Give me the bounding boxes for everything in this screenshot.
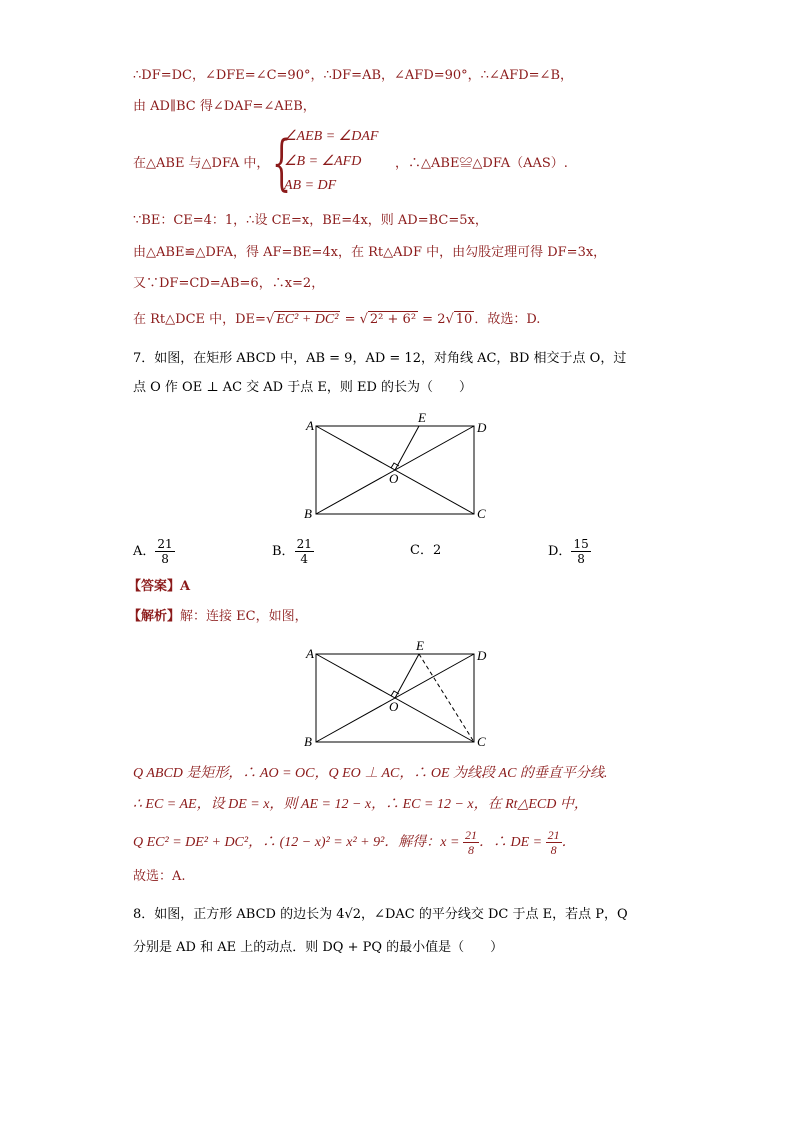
solution-s1: Q ABCD 是矩形，∴ AO = OC，Q EO ⊥ AC，∴ OE 为线段 AC 的垂直平分线. bbox=[133, 766, 608, 781]
q8-line-2: 分别是 AD 和 AE 上的动点．则 DQ + PQ 的最小值是（ ） bbox=[133, 940, 504, 955]
system-row-3: AB = DF bbox=[284, 178, 337, 193]
label-a: A bbox=[306, 418, 314, 433]
line7-b: = 2 bbox=[418, 312, 446, 327]
sqrt-expr-1: EC² + DC² bbox=[276, 312, 339, 327]
option-d[interactable] bbox=[548, 537, 591, 567]
sqrt-expr-2: 2² + 6² bbox=[369, 312, 417, 327]
solution-line-6: 又∵DF=CD=AB=6，∴x=2， bbox=[133, 276, 325, 291]
option-d-label: D． bbox=[548, 544, 572, 559]
label-o: O bbox=[389, 471, 399, 486]
solution-line-3-prefix: 在△ABE 与△DFA 中， bbox=[133, 156, 270, 171]
option-b-num: 21 bbox=[296, 537, 312, 551]
option-a-label: A． bbox=[133, 544, 156, 559]
analysis-line bbox=[128, 607, 308, 627]
s3-c: ． bbox=[561, 835, 576, 850]
s3-frac-den: 8 bbox=[467, 843, 474, 858]
q7-line-2: 点 O 作 OE ⊥ AC 交 AD 于点 E，则 ED 的长为（ ） bbox=[133, 380, 473, 395]
system-row-1: ∠AEB = ∠DAF bbox=[284, 129, 379, 144]
analysis-tag: 【解析】 bbox=[128, 609, 181, 624]
option-a[interactable] bbox=[133, 537, 175, 567]
right-angle-mark bbox=[391, 463, 399, 468]
solution-s3 bbox=[133, 828, 576, 858]
option-a-num: 21 bbox=[157, 537, 173, 551]
option-b-den: 4 bbox=[300, 552, 309, 566]
label-a-2: A bbox=[306, 646, 314, 661]
system-brace: { bbox=[272, 128, 292, 198]
label-b: B bbox=[304, 506, 312, 521]
label-d-2: D bbox=[477, 648, 487, 663]
analysis-text: 解：连接 EC，如图， bbox=[180, 609, 308, 624]
q7-line-1: 7．如图，在矩形 ABCD 中，AB = 9，AD = 12，对角线 AC，BD 相交于点 O，过 bbox=[133, 351, 627, 366]
line7-c: ．故选：D. bbox=[474, 312, 541, 327]
option-c[interactable]: C．2 bbox=[410, 543, 442, 558]
rectangle-figure-2 bbox=[300, 636, 500, 751]
label-e: E bbox=[418, 410, 426, 425]
option-a-den: 8 bbox=[161, 552, 169, 566]
option-d-den: 8 bbox=[577, 552, 585, 566]
solution-line-5: 由△ABE≌△DFA，得 AF=BE=4x，在 Rt△ADF 中，由勾股定理可得 DF=3x， bbox=[133, 245, 607, 260]
right-angle-mark-2 bbox=[391, 691, 399, 696]
solution-line-2: 由 AD∥BC 得∠DAF=∠AEB， bbox=[133, 99, 316, 114]
segment-ec-dashed bbox=[419, 654, 474, 742]
line7-a: 在 Rt△DCE 中，DE= bbox=[133, 312, 266, 327]
congruence-system bbox=[272, 128, 392, 200]
s3-a: Q EC² = DE² + DC²，∴ (12 − x)² = x² + 9²．解得：x = bbox=[133, 835, 463, 850]
solution-s2: ∴ EC = AE，设 DE = x，则 AE = 12 − x，∴ EC = 12 − x，在 Rt△ECD 中， bbox=[133, 797, 588, 812]
s3-frac2-num: 21 bbox=[547, 828, 560, 843]
option-b-label: B． bbox=[272, 544, 295, 559]
rectangle-figure-1 bbox=[300, 408, 500, 523]
option-b[interactable] bbox=[272, 537, 314, 567]
s3-b: ．∴ DE = bbox=[478, 835, 546, 850]
system-row-2: ∠B = ∠AFD bbox=[284, 154, 362, 169]
option-d-num: 15 bbox=[573, 537, 589, 551]
s3-frac-num: 21 bbox=[464, 828, 477, 843]
label-b-2: B bbox=[304, 734, 312, 749]
solution-s4: 故选：A. bbox=[133, 869, 186, 884]
label-e-2: E bbox=[416, 638, 424, 653]
label-c-2: C bbox=[477, 734, 486, 749]
label-c: C bbox=[477, 506, 486, 521]
solution-line-7: 在 Rt△DCE 中，DE=√ EC² + DC² = √ 2² + 6² = 2√ 10 ．故选：D. bbox=[133, 312, 541, 327]
solution-line-1: ∴DF=DC，∠DFE=∠C=90°，∴DF=AB，∠AFD=90°，∴∠AFD=∠B， bbox=[133, 68, 574, 83]
solution-line-4: ∵BE：CE=4：1，∴设 CE=x，BE=4x，则 AD=BC=5x， bbox=[133, 213, 488, 228]
label-o-2: O bbox=[389, 699, 399, 714]
label-d: D bbox=[477, 420, 487, 435]
line7-eq: = bbox=[340, 312, 360, 327]
q8-line-1: 8．如图，正方形 ABCD 的边长为 4√2，∠DAC 的平分线交 DC 于点 E，若点 P，Q bbox=[133, 907, 628, 922]
solution-line-3-suffix: ，∴△ABE≌△DFA（AAS）. bbox=[395, 156, 568, 171]
s3-frac2-den: 8 bbox=[550, 843, 557, 858]
sqrt-expr-3: 10 bbox=[455, 312, 473, 327]
answer-label: 【答案】A bbox=[128, 579, 191, 594]
